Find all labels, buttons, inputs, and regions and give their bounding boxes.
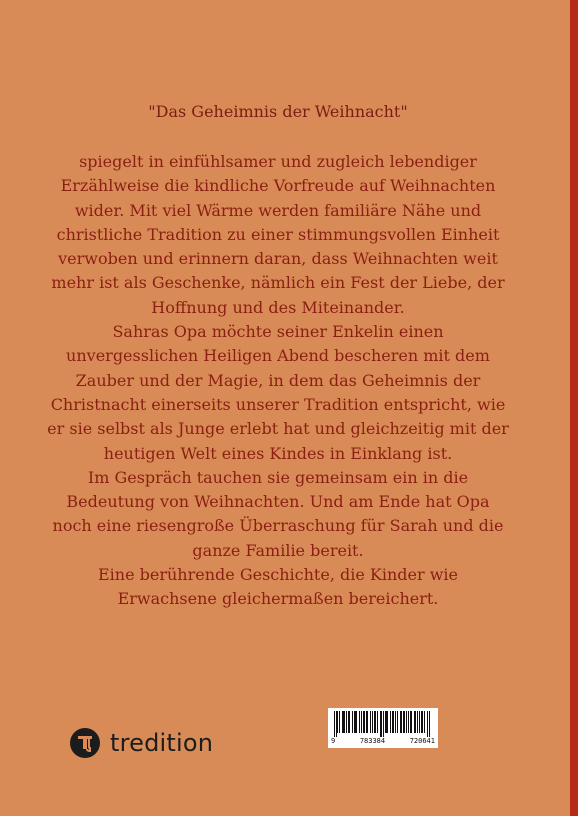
- tredition-logo-icon: [70, 728, 100, 758]
- blurb-line: Sahras Opa möchte seiner Enkelin einen: [112, 322, 444, 342]
- barcode-bars: [332, 711, 434, 737]
- spine-edge: [570, 0, 578, 816]
- blurb-text: [40, 150, 516, 612]
- blurb-line: Erzählweise die kindliche Vorfreude auf Weihnachten: [60, 176, 496, 196]
- book-title: "Das Geheimnis der Weihnacht": [148, 102, 408, 121]
- publisher-name: tredition: [110, 729, 214, 757]
- blurb-line: ganze Familie bereit.: [192, 540, 364, 560]
- blurb-line: Bedeutung von Weihnachten. Und am Ende hat Opa: [66, 492, 490, 512]
- blurb-line: er sie selbst als Junge erlebt hat und gleichzeitig mit der: [47, 419, 509, 439]
- blurb-line: verwoben und erinnern daran, dass Weihnachten weit: [58, 249, 498, 269]
- blurb-line: wider. Mit viel Wärme werden familiäre Nähe und: [74, 200, 482, 220]
- blurb-line: unvergesslichen Heiligen Abend bescheren mit dem: [66, 346, 490, 366]
- blurb-line: mehr ist als Geschenke, nämlich ein Fest der Liebe, der: [51, 273, 505, 293]
- isbn-barcode: [328, 708, 438, 748]
- blurb-line: Christnacht einerseits unserer Tradition entspricht, wie: [50, 394, 506, 414]
- barcode-digits: [331, 737, 435, 745]
- blurb-line: christliche Tradition zu einer stimmungsvollen Einheit: [56, 224, 500, 244]
- blurb-line: heutigen Welt eines Kindes in Einklang ist.: [103, 443, 453, 463]
- barcode-digit-group: 783384: [359, 737, 386, 745]
- blurb-line: Hoffnung und des Miteinander.: [151, 297, 405, 317]
- barcode-digit-group: 720641: [409, 737, 435, 745]
- blurb-line: spiegelt in einfühlsamer und zugleich lebendiger: [79, 152, 477, 171]
- blurb-line: noch eine riesengroße Überraschung für Sarah und die: [52, 516, 504, 536]
- blurb-line: Zauber und der Magie, in dem das Geheimnis der: [75, 370, 481, 390]
- blurb-line: Eine berührende Geschichte, die Kinder wie: [97, 565, 459, 585]
- blurb-line: Erwachsene gleichermaßen bereichert.: [117, 589, 439, 609]
- barcode-digit-group: 9: [331, 737, 336, 745]
- publisher-logo: [70, 727, 213, 759]
- blurb-line: Im Gespräch tauchen sie gemeinsam ein in die: [87, 467, 469, 487]
